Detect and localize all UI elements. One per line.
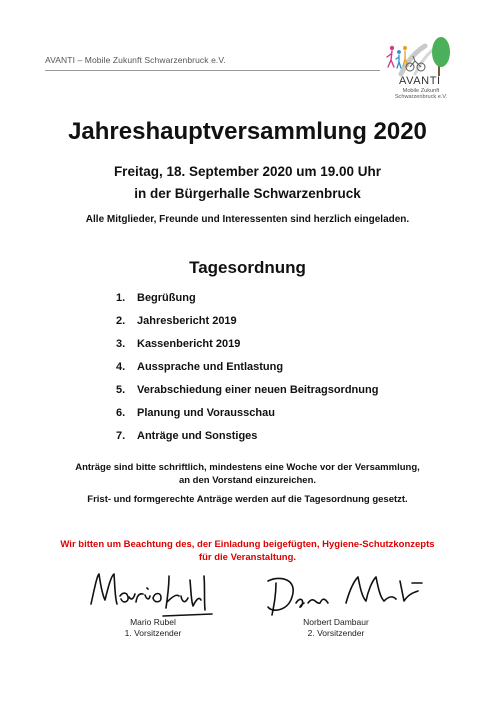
hygiene-notice-line: Wir bitten um Beachtung des, der Einladung beigefügten, Hygiene-Schutzkonzepts	[60, 539, 435, 550]
agenda-item-text: Jahresbericht 2019	[137, 315, 237, 327]
agenda-item-text: Begrüßung	[137, 292, 196, 304]
header-rule	[45, 70, 380, 71]
agenda-title: Tagesordnung	[189, 258, 306, 277]
submission-note	[0, 461, 495, 487]
agenda-item-text: Verabschiedung einer neuen Beitragsordnung	[137, 384, 379, 396]
avanti-logo	[381, 34, 456, 106]
agenda-item-text: Aussprache und Entlastung	[137, 361, 284, 373]
signature-mario-rubel	[87, 566, 222, 618]
agenda-item-number: 5.	[116, 384, 126, 396]
page-title: Jahreshauptversammlung 2020	[68, 118, 427, 145]
agenda-item-number: 2.	[116, 315, 126, 327]
header-organization: AVANTI – Mobile Zukunft Schwarzenbruck e.V.	[45, 55, 226, 65]
agenda-item-number: 1.	[116, 292, 126, 304]
agenda-item-number: 4.	[116, 361, 126, 373]
submission-note-line: Anträge sind bitte schriftlich, mindestens eine Woche vor der Versammlung,	[75, 462, 420, 473]
agenda-list	[116, 289, 436, 450]
agenda-item-text: Planung und Vorausschau	[137, 407, 275, 419]
logo-tagline: Mobile Zukunft Schwarzenbruck e.V.	[394, 88, 448, 101]
deadline-note: Frist- und formgerechte Anträge werden auf die Tagesordnung gesetzt.	[87, 494, 408, 505]
signer-2-name: Norbert Dambaur	[303, 617, 369, 627]
signer-2	[276, 617, 396, 639]
submission-note-line: an den Vorstand einzureichen.	[178, 475, 317, 486]
agenda-item	[116, 381, 436, 404]
agenda-item	[116, 312, 436, 335]
invitation-text: Alle Mitglieder, Freunde und Interessenten sind herzlich eingeladen.	[85, 214, 410, 225]
agenda-item	[116, 404, 436, 427]
agenda-item-text: Anträge und Sonstiges	[137, 430, 258, 442]
signer-1	[93, 617, 213, 639]
event-date: Freitag, 18. September 2020 um 19.00 Uhr	[113, 164, 382, 179]
agenda-item-number: 7.	[116, 430, 126, 442]
logo-graphic	[381, 34, 456, 78]
signer-1-role: 1. Vorsitzender	[124, 628, 182, 638]
agenda-item-number: 3.	[116, 338, 126, 350]
logo-name: AVANTI	[399, 75, 441, 87]
agenda-item-text: Kassenbericht 2019	[137, 338, 241, 350]
agenda-item	[116, 289, 436, 312]
agenda-item-number: 6.	[116, 407, 126, 419]
agenda-item	[116, 358, 436, 381]
event-location: in der Bürgerhalle Schwarzenbruck	[134, 186, 361, 201]
signer-1-name: Mario Rubel	[130, 617, 176, 627]
agenda-item	[116, 335, 436, 358]
hygiene-notice-line: für die Veranstaltung.	[198, 552, 297, 563]
hygiene-notice	[0, 538, 495, 564]
agenda-item	[116, 427, 436, 450]
signature-norbert-dambaur	[262, 569, 432, 621]
signer-2-role: 2. Vorsitzender	[307, 628, 365, 638]
